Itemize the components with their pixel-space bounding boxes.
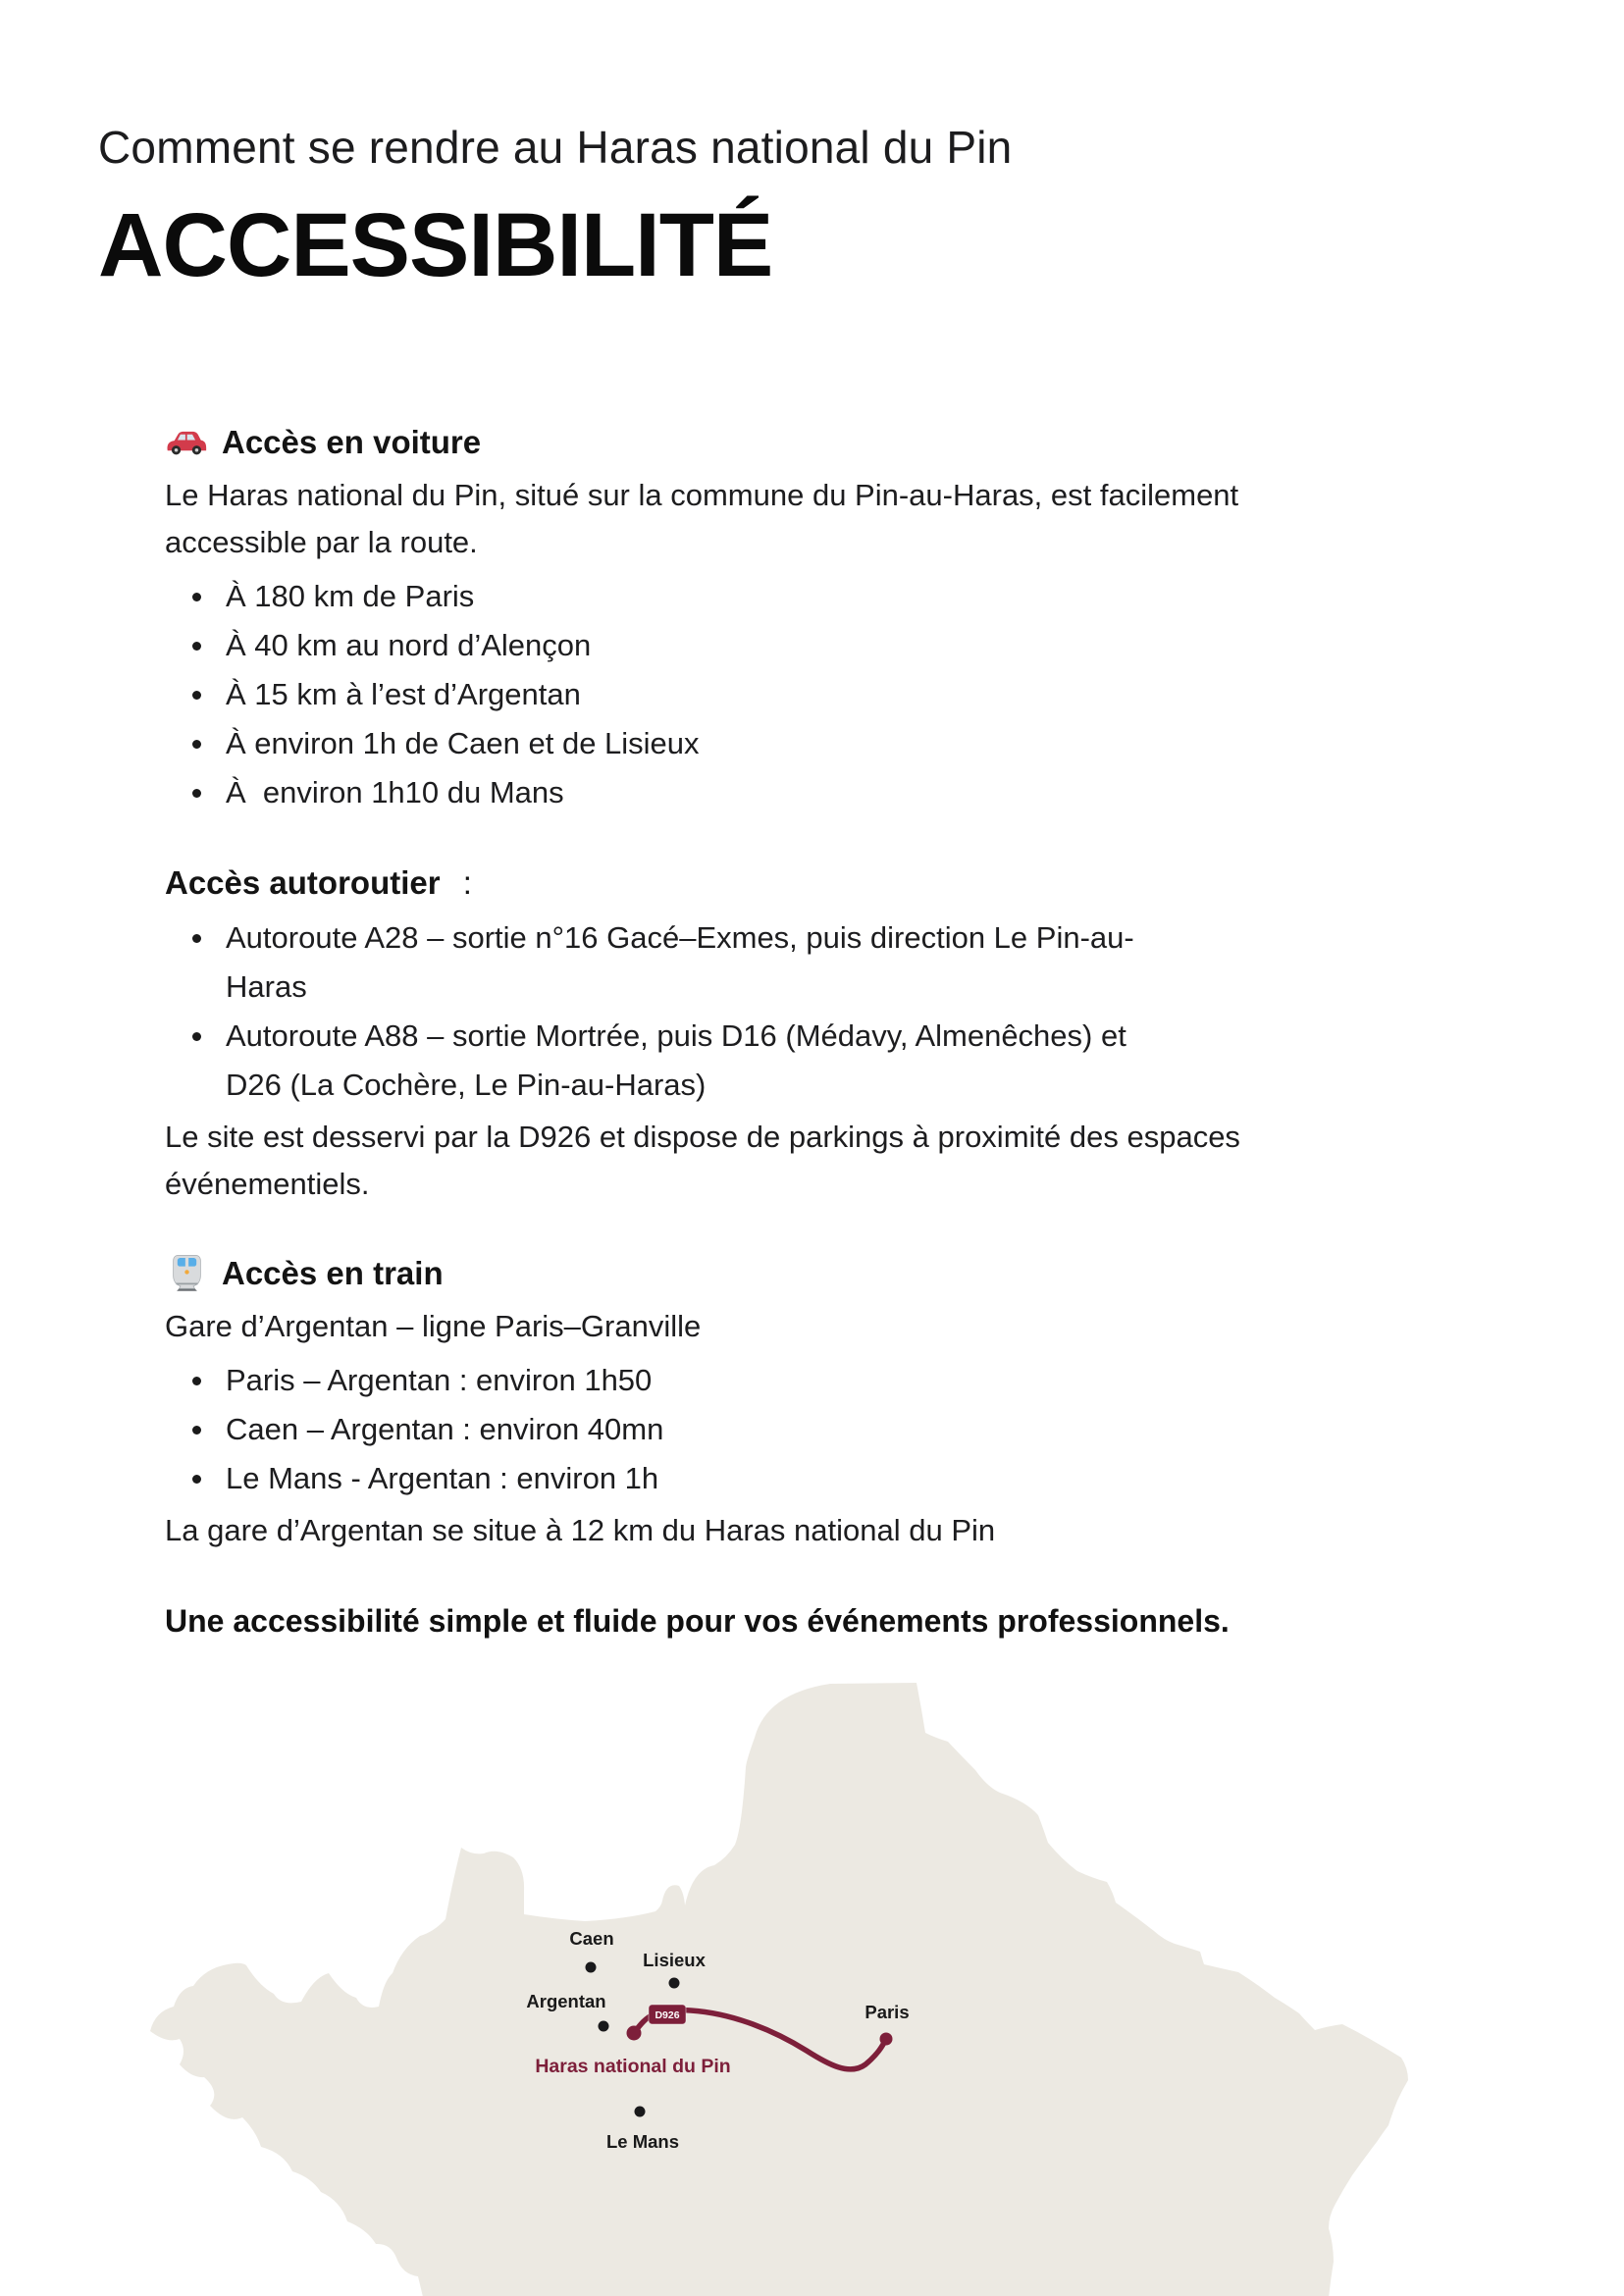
train-bullet-list bbox=[165, 1356, 1166, 1503]
road-badge-label: D926 bbox=[655, 2009, 680, 2021]
list-item: Autoroute A88 – sortie Mortrée, puis D16 (Médavy, Almenêches) et D26 (La Cochère, Le Pin-au-Haras) bbox=[165, 1012, 1166, 1110]
site-label: Haras national du Pin bbox=[535, 2056, 731, 2077]
list-item: À environ 1h de Caen et de Lisieux bbox=[165, 719, 1166, 768]
sections bbox=[165, 422, 1492, 1640]
section-heading-car bbox=[165, 422, 1492, 462]
section-heading-train bbox=[165, 1253, 1492, 1293]
city-dot bbox=[586, 1962, 597, 1973]
highway-bullet-list bbox=[165, 913, 1166, 1110]
city-label: Argentan bbox=[526, 1991, 606, 2011]
city-dot bbox=[669, 1978, 680, 1989]
train-outro: La gare d’Argentan se situe à 12 km du Haras national du Pin bbox=[165, 1512, 996, 1547]
closing-statement: Une accessibilité simple et fluide pour vos événements professionnels. bbox=[165, 1602, 1230, 1639]
section-heading-highway bbox=[165, 862, 1492, 903]
city-dot bbox=[880, 2033, 893, 2046]
france-map-shape bbox=[150, 1683, 1408, 2296]
map-svg bbox=[98, 1648, 1526, 2296]
list-item: À environ 1h10 du Mans bbox=[165, 768, 1166, 817]
list-item: Caen – Argentan : environ 40mn bbox=[165, 1405, 1166, 1454]
city-label: Caen bbox=[569, 1928, 614, 1949]
car-icon bbox=[165, 423, 208, 462]
page-title: ACCESSIBILITÉ bbox=[98, 194, 773, 295]
city-label: Lisieux bbox=[643, 1950, 706, 1970]
list-item: Paris – Argentan : environ 1h50 bbox=[165, 1356, 1166, 1405]
list-item: Le Mans - Argentan : environ 1h bbox=[165, 1454, 1166, 1503]
section-heading-label: Accès en train bbox=[222, 1254, 444, 1291]
train-icon bbox=[165, 1253, 208, 1292]
page-kicker: Comment se rendre au Haras national du Pin bbox=[98, 122, 1013, 173]
city-label: Le Mans bbox=[605, 2131, 680, 2152]
section-heading-label: Accès autoroutier bbox=[165, 864, 441, 902]
list-item: À 180 km de Paris bbox=[165, 572, 1166, 621]
list-item: Autoroute A28 – sortie n°16 Gacé–Exmes, puis direction Le Pin-au-Haras bbox=[165, 913, 1166, 1012]
city-dot bbox=[599, 2021, 609, 2032]
car-intro: Le Haras national du Pin, situé sur la commune du Pin-au-Haras, est facilement accessible par la route. bbox=[165, 478, 1239, 560]
city-label: Paris bbox=[864, 2002, 910, 2022]
list-item: À 15 km à l’est d’Argentan bbox=[165, 670, 1166, 719]
heading-colon: : bbox=[453, 864, 472, 902]
highway-outro: Le site est desservi par la D926 et dispose de parkings à proximité des espaces événementiels. bbox=[165, 1119, 1240, 1201]
city-dot bbox=[635, 2107, 646, 2117]
france-map bbox=[98, 1648, 1526, 2296]
car-bullet-list bbox=[165, 572, 1166, 817]
section-heading-label: Accès en voiture bbox=[222, 424, 482, 461]
train-intro: Gare d’Argentan – ligne Paris–Granville bbox=[165, 1308, 702, 1343]
main-content bbox=[98, 120, 1492, 1640]
list-item: À 40 km au nord d’Alençon bbox=[165, 621, 1166, 670]
site-dot bbox=[627, 2026, 642, 2041]
